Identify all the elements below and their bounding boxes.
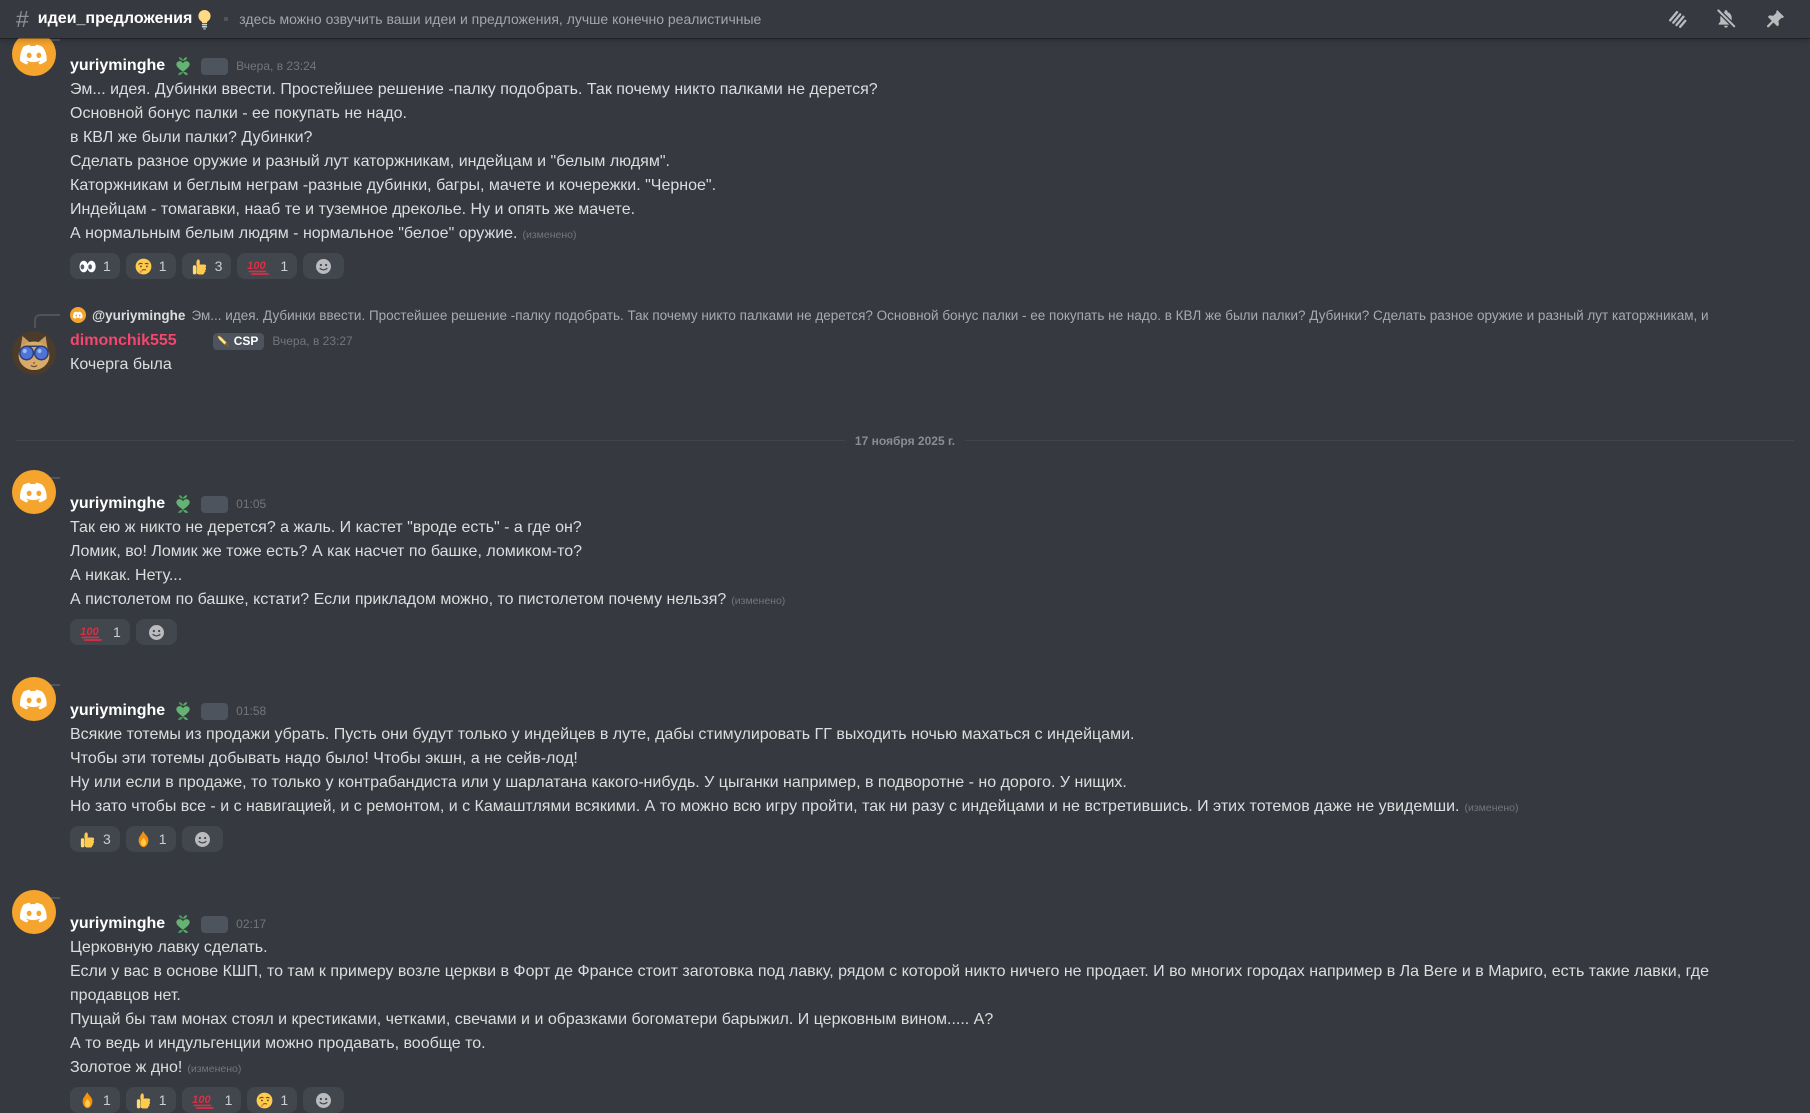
author-name[interactable]: yuriyminghe (70, 495, 166, 512)
message-list (0, 38, 1810, 1108)
smiley-add-emoji (315, 258, 332, 275)
timestamp: 02:17 (236, 917, 267, 931)
reaction-thumbs-up[interactable] (126, 1087, 176, 1113)
add-reaction-button[interactable] (303, 253, 344, 279)
message (0, 675, 1810, 852)
message-line: Сделать разное оружие и разный лут каторжникам, индейцам и "белым людям". (70, 153, 670, 170)
message-header (70, 54, 1802, 78)
message-line: А то ведь и индульгенции можно продавать, вообще то. (70, 1035, 486, 1052)
reaction-thinking[interactable] (247, 1087, 297, 1113)
author-emoji-slot (173, 494, 193, 514)
add-reaction-button[interactable] (182, 826, 223, 852)
reaction-count: 1 (280, 258, 289, 274)
author-name[interactable]: yuriyminghe (70, 915, 166, 932)
smiley-add-emoji (194, 831, 211, 848)
threads-icon[interactable] (1666, 8, 1688, 30)
sprout-heart-emoji (173, 914, 193, 934)
message-line: А нормальным белым людям - нормальное "белое" оружие. (изменено) (70, 225, 577, 242)
reaction-thinking[interactable] (126, 253, 176, 279)
reaction-thumbs-up[interactable] (182, 253, 232, 279)
thinking-emoji (135, 258, 152, 275)
edited-label: (изменено) (731, 595, 786, 607)
hundred-emoji (246, 258, 273, 275)
reaction-count: 1 (113, 624, 121, 640)
add-reaction-button[interactable] (136, 619, 177, 645)
message-line: Каторжникам и беглым неграм -разные дубинки, багры, мачете и кочережки. "Черное". (70, 177, 717, 194)
message-line: Чтобы эти тотемы добывать надо было! Чтобы экшн, а не сейв-лод! (70, 750, 578, 767)
reactions-row (70, 253, 1802, 279)
reply-avatar (70, 890, 86, 906)
smiley-add-emoji (315, 1092, 332, 1109)
reply-preview[interactable]: Эм... идея. Дубинки ввести. Простейшее решение -палку подобрать. Так почему никто палками не дерется? Основной бонус палки - ее покупать не надо. в КВЛ же были палки? Дубинки? Сделать разное оружие и разный лут каторжникам, и (191, 307, 1709, 323)
role-badge (201, 703, 228, 720)
message-line: Индейцам - томагавки, нааб те и туземное дреколье. Ну и опять же мачете. (70, 201, 636, 218)
badge-label: CSP (233, 334, 259, 348)
message-line: Всякие тотемы из продажи убрать. Пусть они будут только у индейцев в луте, дабы стимулировать ГГ выходить ночью махаться с индейцами. (70, 726, 1135, 743)
author-emoji-slot (173, 56, 193, 76)
author-emoji-slot (173, 914, 193, 934)
message-line: Так ею ж никто не дерется? а жаль. И кастет "вроде есть" - а где он? (70, 519, 582, 536)
sword-icon (217, 335, 230, 348)
reaction-thumbs-up[interactable] (70, 826, 120, 852)
thinking-emoji (256, 1092, 273, 1109)
message-line: Церковную лавку сделать. (70, 939, 268, 956)
sword-icon (205, 705, 218, 718)
message-line: Золотое ж дно! (изменено) (70, 1059, 242, 1076)
reaction-eyes[interactable] (70, 253, 120, 279)
sprout-heart-emoji (173, 701, 193, 721)
message-header (70, 492, 1802, 516)
author-emoji-slot (173, 701, 193, 721)
timestamp: 01:58 (236, 704, 267, 718)
author-name[interactable]: yuriyminghe (70, 57, 166, 74)
message-line: Основной бонус палки - ее покупать не надо. (70, 105, 407, 122)
fire-emoji (135, 831, 152, 848)
divider-line (965, 440, 1794, 441)
avatar-clyde-orange[interactable] (12, 890, 56, 934)
role-badge (201, 58, 228, 75)
reaction-count: 1 (158, 1092, 167, 1108)
fire-emoji (79, 1092, 96, 1109)
topic-divider (224, 17, 228, 21)
timestamp: 01:05 (236, 497, 267, 511)
reaction-hundred[interactable] (237, 253, 297, 279)
reply-username[interactable]: @yuriyminghe (92, 307, 186, 323)
notifications-muted-icon[interactable] (1715, 8, 1737, 30)
message-header (70, 699, 1802, 723)
header-toolbar (1666, 8, 1794, 30)
message-header (70, 329, 1802, 353)
channel-topic[interactable]: здесь можно озвучить ваши идеи и предложения, лучше конечно реалистичные (239, 11, 762, 27)
sprout-heart-emoji (173, 56, 193, 76)
reply-avatar (70, 470, 86, 486)
reaction-count: 1 (103, 258, 111, 274)
message-content (70, 353, 1802, 377)
svg-text:100: 100 (191, 1093, 211, 1106)
svg-text:100: 100 (247, 259, 267, 272)
reaction-count: 1 (224, 1092, 233, 1108)
channel-name: идеи_предложения (37, 10, 193, 27)
reaction-count: 1 (158, 258, 167, 274)
reply-avatar (70, 307, 86, 323)
role-badge (213, 333, 265, 350)
message-line: Кочерга была (70, 356, 172, 373)
message-line: Но зато чтобы все - и с навигацией, и с ремонтом, и с Камаштлями всякими. А то можно всю игру пройти, так ни разу с индейцами и не встретившись. И этих тотемов даже не увидемши. (изменено) (70, 798, 1519, 815)
date-divider-label: 17 ноября 2025 г. (854, 433, 956, 448)
reaction-hundred[interactable] (182, 1087, 242, 1113)
message-header (70, 912, 1802, 936)
reaction-count: 1 (158, 831, 167, 847)
reaction-count: 3 (103, 831, 111, 847)
reaction-fire[interactable] (70, 1087, 120, 1113)
reply-context[interactable] (70, 305, 1802, 325)
reactions-row (70, 383, 1802, 409)
divider-line (16, 440, 845, 441)
channel-hash-icon: # (16, 5, 29, 32)
message (0, 305, 1810, 409)
message (0, 30, 1810, 279)
message-line: в КВЛ же были палки? Дубинки? (70, 129, 313, 146)
reply-spine (34, 314, 60, 328)
reaction-hundred[interactable] (70, 619, 130, 645)
message-line: А пистолетом по башке, кстати? Если прикладом можно, то пистолетом почему нельзя? (изменено) (70, 591, 786, 608)
hundred-emoji (79, 624, 106, 641)
svg-text:100: 100 (80, 625, 99, 638)
message-content (70, 78, 1802, 247)
reaction-count: 1 (280, 1092, 289, 1108)
author-name[interactable]: yuriyminghe (70, 702, 166, 719)
author-name[interactable]: dimonchik555 (70, 332, 177, 349)
reply-avatar (70, 677, 86, 693)
message-content (70, 516, 1802, 613)
reactions-row (70, 826, 1802, 852)
sword-icon (205, 498, 218, 511)
message-line: Ломик, во! Ломик же тоже есть? А как насчет по башке, ломиком-то? (70, 543, 583, 560)
date-divider (16, 433, 1794, 448)
avatar-clyde-orange[interactable] (12, 32, 56, 76)
message-line: Ну или если в продаже, то только у контрабандиста или у шарлатана какого-нибудь. У цыганки например, в подворотне - но дорого. У нищих. (70, 774, 1127, 791)
role-badge (201, 496, 228, 513)
message-line: Пущай бы там монах стоял и крестиками, четками, свечами и и образками богоматери барыжил. И церковным вином..... А? (70, 1011, 994, 1028)
reactions-row (70, 619, 1802, 645)
message-line: Если у вас в основе КШП, то там к примеру возле церкви в Форт де Франсе стоит заготовка под лавку, рядом с которой никто ничего не продает. И во многих городах например в Ла Веге и в Мариго, есть такие лавки, где (70, 963, 1709, 980)
avatar-clyde-orange[interactable] (12, 677, 56, 721)
eyes-emoji (79, 258, 96, 275)
reaction-count: 1 (103, 1092, 111, 1108)
thumbs-up-emoji (79, 831, 96, 848)
reactions-row (70, 1087, 1802, 1113)
reply-context[interactable] (70, 468, 1802, 488)
message-line: А никак. Нету... (70, 567, 183, 584)
channel-header (0, 0, 1810, 38)
message-line: продавцов нет. (70, 987, 181, 1004)
reaction-count: 3 (214, 258, 223, 274)
reply-context[interactable] (70, 888, 1802, 908)
reaction-fire[interactable] (126, 826, 176, 852)
author-emoji-slot (185, 331, 205, 351)
message-content (70, 723, 1802, 820)
reply-context[interactable] (70, 675, 1802, 695)
avatar-cat-glasses[interactable] (12, 331, 56, 375)
message-content (70, 936, 1802, 1081)
role-badge (201, 916, 228, 933)
hundred-emoji (191, 1092, 218, 1109)
message (0, 888, 1810, 1113)
thumbs-up-emoji (191, 258, 208, 275)
light-bulb-emoji (196, 9, 213, 30)
pin-icon[interactable] (1764, 8, 1786, 30)
timestamp: Вчера, в 23:27 (272, 334, 353, 348)
edited-label: (изменено) (522, 229, 577, 241)
sprout-heart-emoji (173, 494, 193, 514)
edited-label: (изменено) (187, 1063, 242, 1075)
message-line: Эм... идея. Дубинки ввести. Простейшее решение -палку подобрать. Так почему никто палками не дерется? (70, 81, 878, 98)
add-reaction-button[interactable] (303, 1087, 344, 1113)
avatar-clyde-orange[interactable] (12, 470, 56, 514)
thumbs-up-emoji (135, 1092, 152, 1109)
message (0, 468, 1810, 645)
sword-icon (205, 918, 218, 931)
edited-label: (изменено) (1464, 802, 1519, 814)
sword-icon (205, 60, 218, 73)
timestamp: Вчера, в 23:24 (236, 59, 317, 73)
smiley-add-emoji (148, 624, 165, 641)
